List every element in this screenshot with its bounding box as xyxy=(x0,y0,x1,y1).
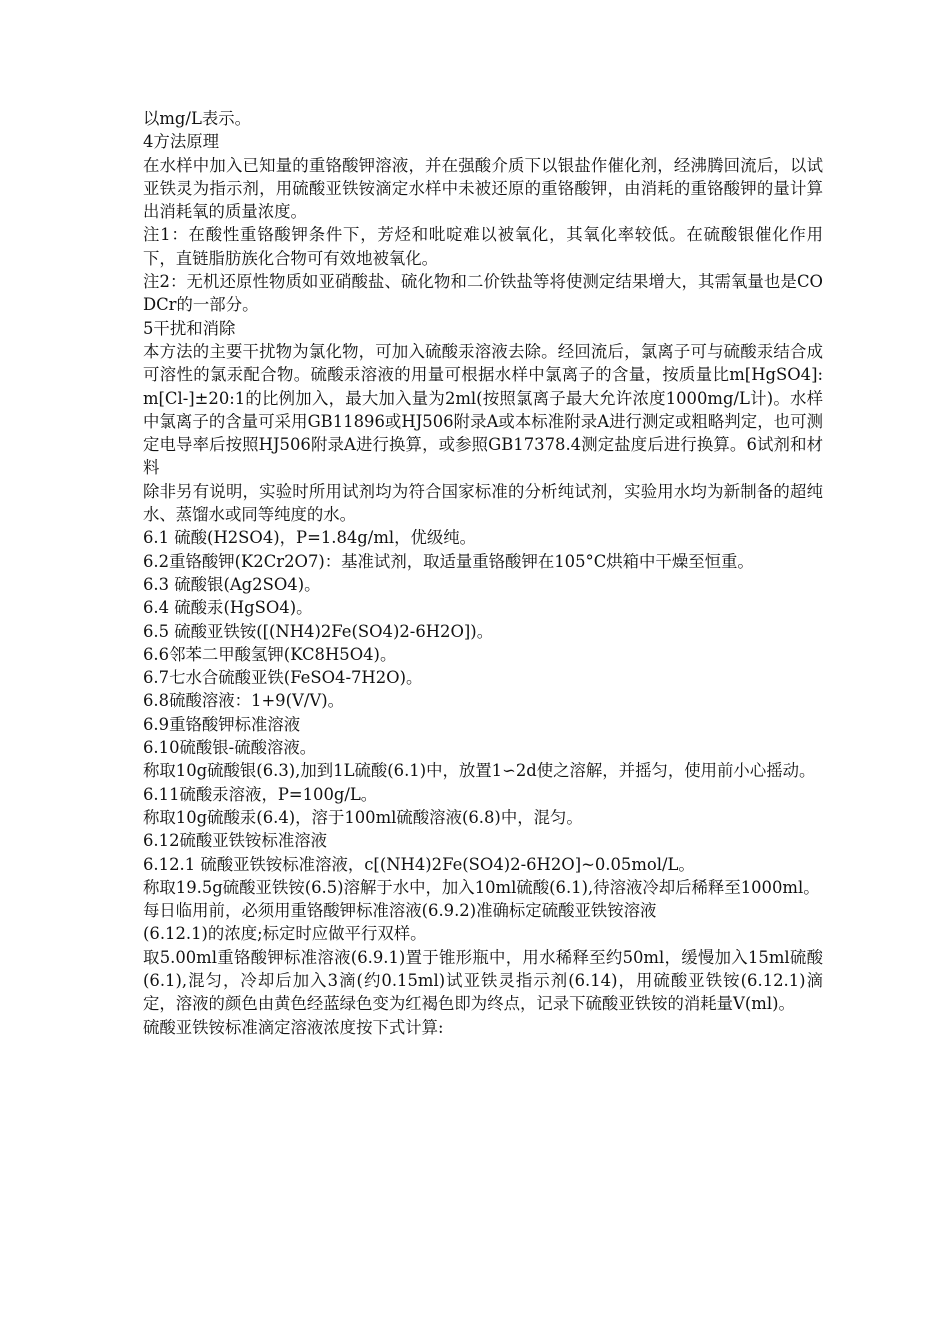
paragraph-principle: 在水样中加入已知量的重铬酸钾溶液，并在强酸介质下以银盐作催化剂，经沸腾回流后，以试亚铁灵为指示剂，用硫酸亚铁铵滴定水样中未被还原的重铬酸钾，由消耗的重铬酸钾的量计算出消耗氧的质量浓度。 xyxy=(143,155,823,222)
paragraph-6-12-1-procedure: 称取19.5g硫酸亚铁铵(6.5)溶解于水中，加入10ml硫酸(6.1),待溶液冷却后稀释至1000ml。 xyxy=(143,877,820,897)
item-6-9: 6.9重铬酸钾标准溶液 xyxy=(143,714,301,734)
paragraph-formula-intro: 硫酸亚铁铵标准滴定溶液浓度按下式计算: xyxy=(143,1017,444,1037)
item-6-12: 6.12硫酸亚铁铵标准溶液 xyxy=(143,831,328,851)
document-body xyxy=(143,107,823,1039)
item-6-1: 6.1 硫酸(H2SO4)，P=1.84g/ml，优级纯。 xyxy=(143,528,477,548)
item-6-3: 6.3 硫酸银(Ag2SO4)。 xyxy=(143,574,321,594)
section-heading-method-principle: 4方法原理 xyxy=(143,132,219,152)
item-6-12-1: 6.12.1 硫酸亚铁铵标准溶液，c[(NH4)2Fe(SO4)2-6H2O]~0.05mol/L。 xyxy=(143,854,695,874)
note-2: 注2：无机还原性物质如亚硝酸盐、硫化物和二价铁盐等将使测定结果增大，其需氧量也是CODCr的一部分。 xyxy=(143,272,823,315)
paragraph-6-11-procedure: 称取10g硫酸汞(6.4)，溶于100ml硫酸溶液(6.8)中，混匀。 xyxy=(143,807,583,827)
paragraph-reagents-intro: 除非另有说明，实验时所用试剂均为符合国家标准的分析纯试剂，实验用水均为新制备的超纯水、蒸馏水或同等纯度的水。 xyxy=(143,481,823,525)
item-6-4: 6.4 硫酸汞(HgSO4)。 xyxy=(143,598,313,618)
item-6-5: 6.5 硫酸亚铁铵([(NH4)2Fe(SO4)2-6H2O])。 xyxy=(143,621,494,641)
paragraph-parallel-samples: (6.12.1)的浓度;标定时应做平行双样。 xyxy=(143,924,427,944)
item-6-7: 6.7七水合硫酸亚铁(FeSO4-7H2O)。 xyxy=(143,668,423,688)
item-6-2: 6.2重铬酸钾(K2Cr2O7)：基准试剂，取适量重铬酸钾在105°C烘箱中干燥至恒重。 xyxy=(143,551,754,571)
note-1: 注1：在酸性重铬酸钾条件下，芳烃和吡啶难以被氧化，其氧化率较低。在硫酸银催化作用下，直链脂肪族化合物可有效地被氧化。 xyxy=(143,225,823,268)
paragraph-unit-note: 以mg/L表示。 xyxy=(143,109,252,128)
paragraph-daily-calibration: 每日临用前，必须用重铬酸钾标准溶液(6.9.2)准确标定硫酸亚铁铵溶液 xyxy=(143,901,657,921)
paragraph-interference: 本方法的主要干扰物为氯化物，可加入硫酸汞溶液去除。经回流后，氯离子可与硫酸汞结合成可溶性的氯汞配合物。硫酸汞溶液的用量可根据水样中氯离子的含量，按质量比m[HgSO4]:m[Cl-]±20:1的比例加入，最大加入量为2ml(按照氯离子最大允许浓度1000mg/L计)。水样中氯离子的含量可采用GB11896或HJ506附录A或本标准附录A进行测定或粗略判定，也可测定电导率后按照HJ506附录A进行换算，或参照GB17378.4测定盐度后进行换算。6试剂和材料 xyxy=(143,341,823,478)
item-6-8: 6.8硫酸溶液：1+9(V/V)。 xyxy=(143,691,344,711)
paragraph-titration-procedure: 取5.00ml重铬酸钾标准溶液(6.9.1)置于锥形瓶中，用水稀释至约50ml，缓慢加入15ml硫酸(6.1),混匀，冷却后加入3滴(约0.15ml)试亚铁灵指示剂(6.14)，用硫酸亚铁铵(6.12.1)滴定，溶液的颜色由黄色经蓝绿色变为红褐色即为终点，记录下硫酸亚铁铵的消耗量V(ml)。 xyxy=(143,947,823,1014)
item-6-11: 6.11硫酸汞溶液，P=100g/L。 xyxy=(143,784,378,804)
paragraph-6-10-procedure: 称取10g硫酸银(6.3),加到1L硫酸(6.1)中，放置1∽2d使之溶解，并摇匀，使用前小心摇动。 xyxy=(143,761,816,781)
item-6-10: 6.10硫酸银-硫酸溶液。 xyxy=(143,738,317,758)
section-heading-interference: 5干扰和消除 xyxy=(143,318,236,338)
item-6-6: 6.6邻苯二甲酸氢钾(KC8H5O4)。 xyxy=(143,644,397,664)
